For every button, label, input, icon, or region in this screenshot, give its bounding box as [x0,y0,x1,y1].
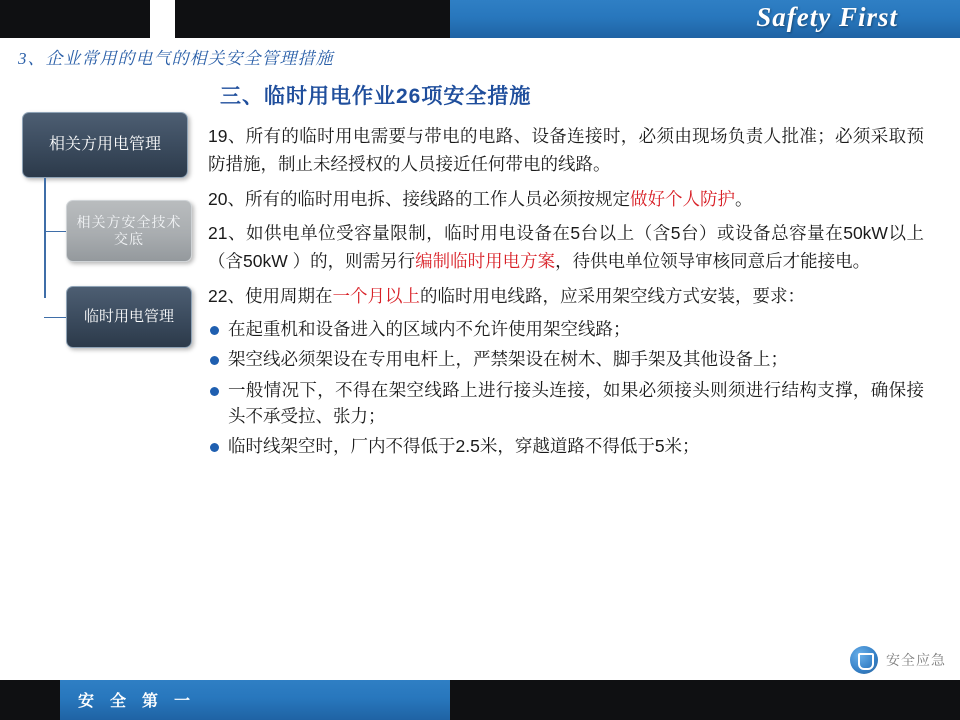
bottom-segment-right [450,680,960,720]
page-title: 三、临时用电作业26项安全措施 [220,85,532,108]
banner-segment-gap [150,0,175,38]
bottom-banner [0,680,960,720]
section-kicker: 3、企业常用的电气的相关安全管理措施 [18,49,334,68]
paragraph-item-19 [208,122,924,179]
paragraph-run: 。 [734,188,753,209]
paragraph-run: 21、如供电单位受容量限制，临时用电设备在5台以上（含5台）或设备总容量在50kW以上（含50kW ）的，则需另行 [208,223,924,272]
paragraph-run: ，待供电单位领导审核同意后才能接电。 [555,251,871,272]
paragraph-item-21 [208,219,924,276]
flow-connector-elbow-1 [44,231,66,232]
paragraph-run: 做好个人防护 [629,188,735,209]
flow-node-sub-2[interactable]: 临时用电管理 [66,286,192,348]
bottom-segment-left [0,680,60,720]
watermark-label: 安全应急 [886,652,946,668]
bullet-item: 一般情况下，不得在架空线路上进行接头连接，如果必须接头则须进行结构支撑，确保接头不承受拉、张力； [208,377,924,430]
flow-row-sub1 [44,200,212,262]
paragraph-item-22 [208,282,924,310]
shield-icon [850,646,878,674]
bullet-item: 在起重机和设备进入的区域内不允许使用架空线路； [208,316,924,342]
bullet-item: 架空线必须架设在专用电杆上，严禁架设在树木、脚手架及其他设备上； [208,346,924,372]
top-banner [0,0,960,38]
flow-connector-elbow-2 [44,317,66,318]
watermark [850,646,946,674]
paragraph-run: 的临时用电线路，应采用架空线方式安装，要求： [419,285,805,306]
paragraph-run: 20、所有的临时用电拆、接线路的工作人员必须按规定 [208,188,630,209]
paragraph-run: 19、所有的临时用电需要与带电的电路、设备连接时，必须由现场负责人批准；必须采取预防措施，制止未经授权的人员接近任何带电的线路。 [208,126,924,175]
paragraph-list [208,122,924,310]
flow-chart [22,112,212,348]
banner-segment-mid [175,0,450,38]
paragraph-run: 一个月以上 [332,285,420,306]
bullet-item: 临时线架空时，厂内不得低于2.5米，穿越道路不得低于5米； [208,433,924,459]
footer-text: 安 全 第 一 [78,693,197,710]
flow-node-main[interactable]: 相关方用电管理 [22,112,188,178]
bullet-list [208,316,924,459]
brand-title: Safety First [756,2,898,32]
paragraph-run: 22、使用周期在 [208,285,333,306]
paragraph-item-20 [208,185,924,213]
content-area [208,80,924,463]
paragraph-run: 编制临时用电方案 [415,251,556,272]
flow-node-sub-1[interactable]: 相关方安全技术交底 [66,200,192,262]
flow-connector-vertical [44,178,46,298]
flow-row-sub2 [44,286,212,348]
banner-segment-left [0,0,150,38]
